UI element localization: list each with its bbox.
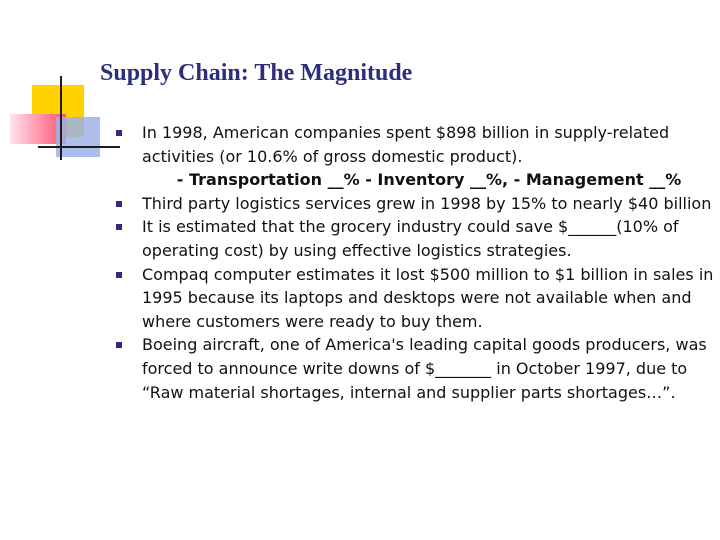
decor-horizontal-line xyxy=(38,146,120,148)
bullet-text: Compaq computer estimates it lost $500 million to $1 billion in sales in 1995 because its laptops and desktops were not available when and where customers were ready to buy them. xyxy=(142,264,714,331)
bullet-marker xyxy=(116,201,122,207)
bullet-text: In 1998, American companies spent $898 billion in supply-related activities (or 10.6% of gross domestic product). xyxy=(142,123,670,166)
decor-blue-square xyxy=(56,117,100,157)
bullet-text: Boeing aircraft, one of America's leading capital goods producers, was forced to announce write downs of $_______ in October 1997, due to “Raw material shortages, internal and supplier parts shortages…”. xyxy=(142,335,707,402)
bullet-list xyxy=(116,121,716,404)
cost-breakdown-line: - Transportation __% - Inventory __%, - Management __% xyxy=(176,170,682,190)
bullet-marker xyxy=(116,272,122,278)
bullet-marker xyxy=(116,130,122,136)
bullet-item-grocery xyxy=(116,215,716,262)
bullet-marker xyxy=(116,342,122,348)
bullet-text: Third party logistics services grew in 1998 by 15% to nearly $40 billion xyxy=(142,193,712,213)
bullet-item-compaq xyxy=(116,263,716,334)
slide-title: Supply Chain: The Magnitude xyxy=(100,60,413,86)
bullet-item-third-party xyxy=(116,192,716,216)
bullet-item-boeing xyxy=(116,333,716,404)
bullet-item-spending xyxy=(116,121,716,168)
bullet-marker xyxy=(116,224,122,230)
bullet-text: It is estimated that the grocery industry could save $______(10% of operating cost) by using effective logistics strategies. xyxy=(142,217,679,260)
